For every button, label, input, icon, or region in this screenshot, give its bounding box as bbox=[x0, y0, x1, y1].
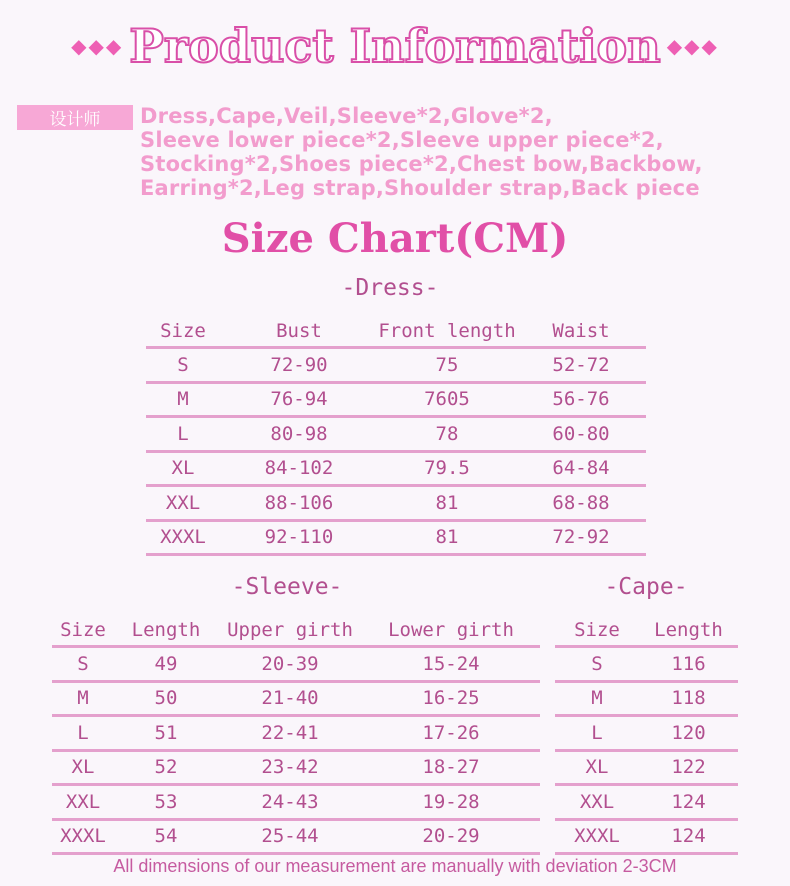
cell-waist: 52-72 bbox=[516, 348, 646, 383]
table-row bbox=[555, 785, 738, 820]
table-row bbox=[52, 647, 540, 682]
cell-waist: 56-76 bbox=[516, 382, 646, 417]
dress-col-front-length: Front length bbox=[378, 316, 516, 348]
table-row bbox=[146, 486, 646, 521]
included-items-line: Earring*2,Leg strap,Shoulder strap,Back piece bbox=[140, 176, 700, 200]
cell-size: M bbox=[555, 681, 639, 716]
cell-upper-girth: 23-42 bbox=[218, 750, 362, 785]
table-row bbox=[146, 417, 646, 452]
included-items-line: Stocking*2,Shoes piece*2,Chest bow,Backbow, bbox=[140, 152, 703, 176]
cell-length: 124 bbox=[639, 785, 738, 820]
cell-length: 122 bbox=[639, 750, 738, 785]
sleeve-size-table bbox=[52, 615, 540, 855]
cell-size: XXXL bbox=[52, 819, 114, 854]
cell-size: XL bbox=[555, 750, 639, 785]
cell-length: 116 bbox=[639, 647, 738, 682]
cell-bust: 72-90 bbox=[220, 348, 378, 383]
header bbox=[0, 14, 790, 78]
sleeve-col-size: Size bbox=[52, 615, 114, 647]
cell-waist: 60-80 bbox=[516, 417, 646, 452]
cell-size: L bbox=[555, 716, 639, 751]
cell-lower-girth: 19-28 bbox=[362, 785, 540, 820]
cell-bust: 92-110 bbox=[220, 520, 378, 555]
cell-bust: 84-102 bbox=[220, 451, 378, 486]
measurement-footnote: All dimensions of our measurement are manually with deviation 2-3CM bbox=[113, 856, 677, 876]
cell-upper-girth: 21-40 bbox=[218, 681, 362, 716]
dress-header-row bbox=[146, 316, 646, 348]
cape-col-length: Length bbox=[639, 615, 738, 647]
cell-bust: 80-98 bbox=[220, 417, 378, 452]
right-diamond-ornament: ◆◆◆ bbox=[666, 34, 719, 58]
table-row bbox=[555, 819, 738, 854]
left-diamond-ornament: ◆◆◆ bbox=[71, 34, 124, 58]
sleeve-col-upper-girth: Upper girth bbox=[218, 615, 362, 647]
cell-length: 120 bbox=[639, 716, 738, 751]
cell-front-length: 75 bbox=[378, 348, 516, 383]
cell-size: S bbox=[555, 647, 639, 682]
cell-length: 49 bbox=[114, 647, 218, 682]
cell-front-length: 78 bbox=[378, 417, 516, 452]
cell-size: XL bbox=[52, 750, 114, 785]
table-row bbox=[52, 716, 540, 751]
table-row bbox=[52, 819, 540, 854]
sleeve-header-row bbox=[52, 615, 540, 647]
cell-waist: 72-92 bbox=[516, 520, 646, 555]
table-row bbox=[555, 750, 738, 785]
included-items bbox=[140, 104, 780, 200]
cell-size: XXXL bbox=[146, 520, 220, 555]
cell-upper-girth: 25-44 bbox=[218, 819, 362, 854]
cell-lower-girth: 20-29 bbox=[362, 819, 540, 854]
cell-front-length: 7605 bbox=[378, 382, 516, 417]
dress-col-size: Size bbox=[146, 316, 220, 348]
included-items-line: Sleeve lower piece*2,Sleeve upper piece*2, bbox=[140, 128, 664, 152]
dress-section-title: -Dress- bbox=[341, 275, 439, 301]
cell-lower-girth: 15-24 bbox=[362, 647, 540, 682]
sleeve-col-lower-girth: Lower girth bbox=[362, 615, 540, 647]
cell-waist: 64-84 bbox=[516, 451, 646, 486]
cell-bust: 88-106 bbox=[220, 486, 378, 521]
dress-col-bust: Bust bbox=[220, 316, 378, 348]
table-row bbox=[146, 451, 646, 486]
size-chart-title: Size Chart(CM) bbox=[221, 215, 569, 262]
cape-col-size: Size bbox=[555, 615, 639, 647]
table-row bbox=[555, 681, 738, 716]
cell-size: L bbox=[52, 716, 114, 751]
cell-length: 53 bbox=[114, 785, 218, 820]
cell-upper-girth: 22-41 bbox=[218, 716, 362, 751]
table-row bbox=[52, 785, 540, 820]
dress-size-table bbox=[146, 316, 646, 556]
cell-length: 50 bbox=[114, 681, 218, 716]
cell-waist: 68-88 bbox=[516, 486, 646, 521]
cell-length: 54 bbox=[114, 819, 218, 854]
cell-size: XXL bbox=[52, 785, 114, 820]
table-row bbox=[146, 382, 646, 417]
cell-size: M bbox=[146, 382, 220, 417]
cell-length: 118 bbox=[639, 681, 738, 716]
cell-length: 52 bbox=[114, 750, 218, 785]
table-row bbox=[146, 348, 646, 383]
cell-size: XL bbox=[146, 451, 220, 486]
cell-size: S bbox=[52, 647, 114, 682]
table-row bbox=[146, 520, 646, 555]
cell-length: 51 bbox=[114, 716, 218, 751]
cell-size: S bbox=[146, 348, 220, 383]
table-row bbox=[52, 750, 540, 785]
cell-size: M bbox=[52, 681, 114, 716]
cell-upper-girth: 24-43 bbox=[218, 785, 362, 820]
sleeve-col-length: Length bbox=[114, 615, 218, 647]
cape-size-table bbox=[555, 615, 738, 855]
cell-length: 124 bbox=[639, 819, 738, 854]
cell-front-length: 81 bbox=[378, 486, 516, 521]
page-title: Product Information bbox=[129, 19, 661, 73]
cell-size: XXL bbox=[146, 486, 220, 521]
cell-front-length: 81 bbox=[378, 520, 516, 555]
cape-header-row bbox=[555, 615, 738, 647]
cell-size: XXL bbox=[555, 785, 639, 820]
cell-lower-girth: 17-26 bbox=[362, 716, 540, 751]
cell-upper-girth: 20-39 bbox=[218, 647, 362, 682]
cell-front-length: 79.5 bbox=[378, 451, 516, 486]
cell-lower-girth: 16-25 bbox=[362, 681, 540, 716]
cell-lower-girth: 18-27 bbox=[362, 750, 540, 785]
table-row bbox=[52, 681, 540, 716]
table-row bbox=[555, 647, 738, 682]
cell-bust: 76-94 bbox=[220, 382, 378, 417]
dress-col-waist: Waist bbox=[516, 316, 646, 348]
sleeve-section-title: -Sleeve- bbox=[231, 574, 343, 600]
table-row bbox=[555, 716, 738, 751]
cell-size: L bbox=[146, 417, 220, 452]
cape-section-title: -Cape- bbox=[604, 574, 688, 600]
brand-badge: 设计师 bbox=[17, 105, 133, 130]
cell-size: XXXL bbox=[555, 819, 639, 854]
included-items-line: Dress,Cape,Veil,Sleeve*2,Glove*2, bbox=[140, 104, 553, 128]
